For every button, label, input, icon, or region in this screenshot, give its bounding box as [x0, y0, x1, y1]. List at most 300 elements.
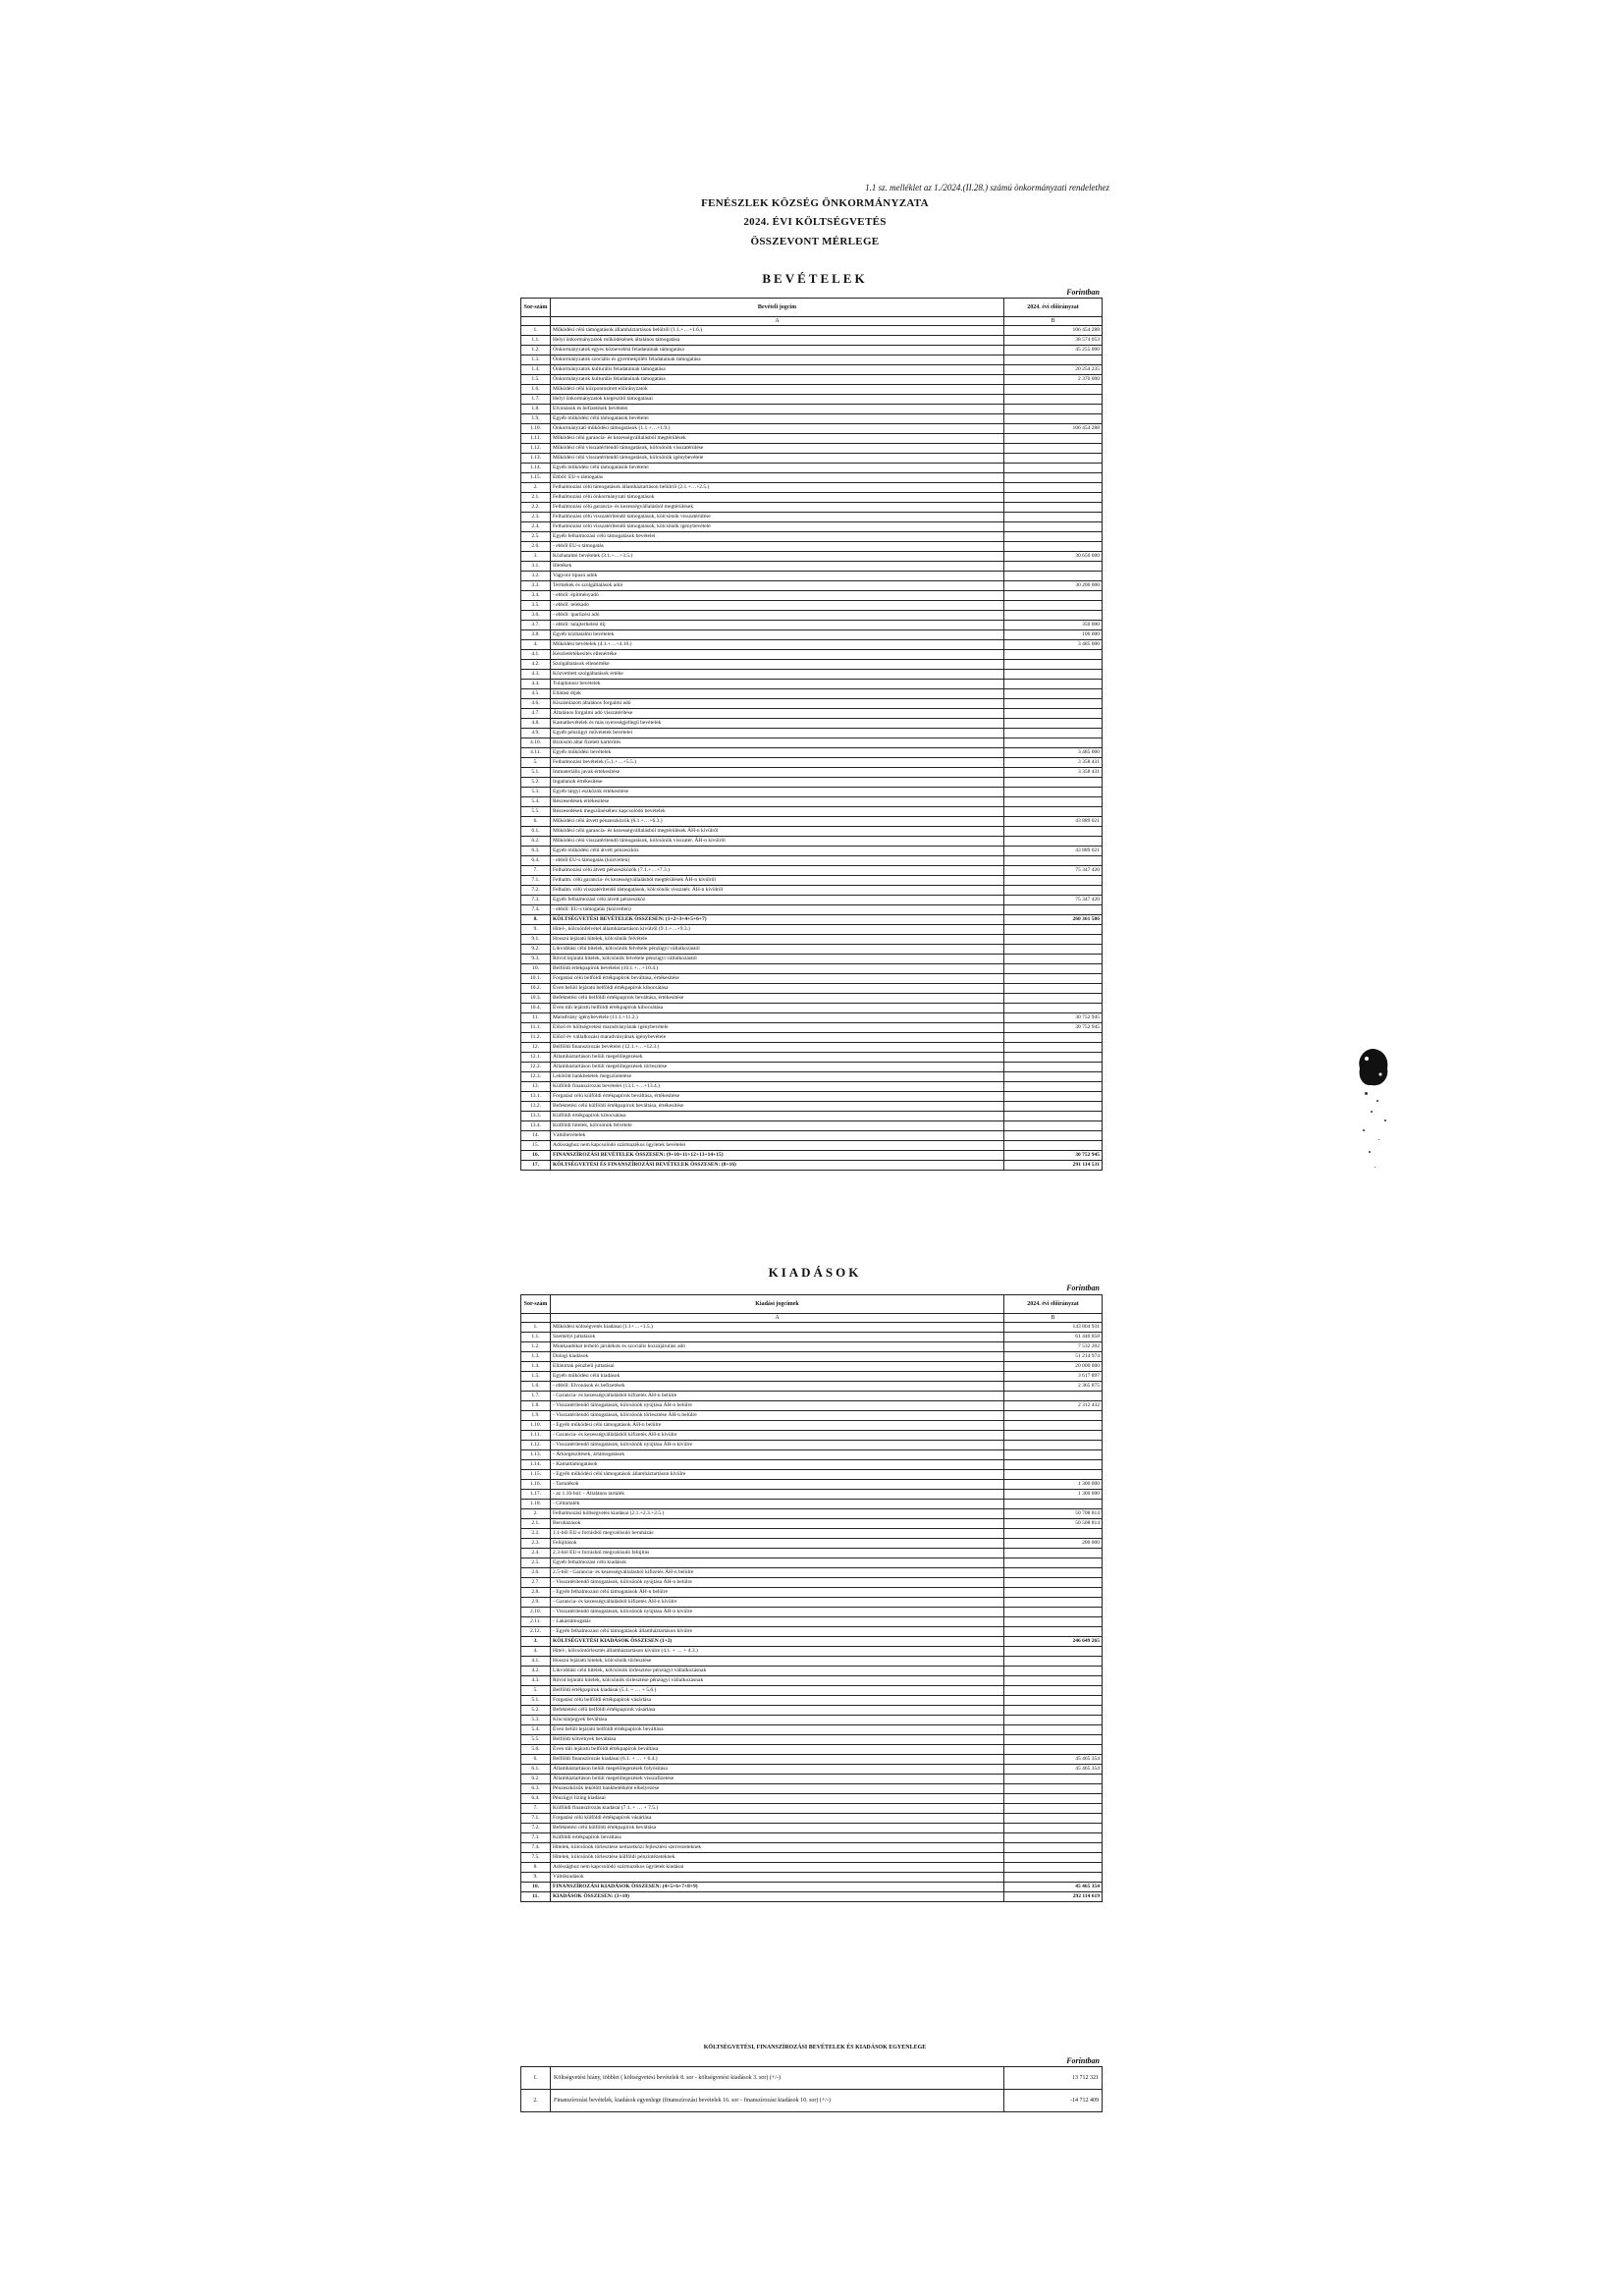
expenditure-row: [521, 1784, 1103, 1794]
expenditure-row: [521, 1686, 1103, 1696]
revenue-row-amount: [1004, 395, 1103, 405]
expenditure-row: [521, 1696, 1103, 1706]
revenue-row-number: 1.15.: [521, 473, 551, 483]
revenue-row: [521, 601, 1103, 611]
revenue-row-amount: [1004, 473, 1103, 483]
revenue-row-label: Befektetési célú belföldi értékpapírok beváltása, értékesítése: [551, 994, 1004, 1004]
expenditure-row: [521, 1549, 1103, 1558]
expenditure-row-amount: [1004, 1598, 1103, 1608]
revenue-row: [521, 424, 1103, 434]
revenue-row-label: Felhalmozási célú átvett pénzeszközök (7.1.+…+7.3.): [551, 866, 1004, 876]
revenue-row-amount: 45 255 000: [1004, 346, 1103, 355]
expenditure-row: [521, 1372, 1103, 1382]
revenue-row-amount: 43 889 021: [1004, 847, 1103, 856]
revenue-row-amount: 30 650 000: [1004, 552, 1103, 562]
expenditure-row-label: - ebből: Elvonások és befizetések: [551, 1382, 1004, 1392]
expenditure-row: [521, 1794, 1103, 1804]
expenditure-row: [521, 1441, 1103, 1450]
expenditures-table: [520, 1294, 1103, 1902]
expenditure-row-amount: [1004, 1470, 1103, 1480]
revenue-row-label: Maradvány igénybevétele (11.1.+11.2.): [551, 1013, 1004, 1023]
expenditure-row-label: Pénzügyi lízing kiadásai: [551, 1794, 1004, 1804]
revenue-row-amount: [1004, 935, 1103, 945]
revenue-row-label: Hitel-, kölcsönfelvétel államháztartáson kívülről (9.1.+…+9.3.): [551, 925, 1004, 935]
revenue-row-label: Felhalm. célú visszatérítendő támogatások, kölcsönök visszatér. ÁH-n kívülről: [551, 886, 1004, 896]
expenditure-row-number: 1.17.: [521, 1490, 551, 1500]
scan-speckle: [1378, 1139, 1379, 1140]
revenue-row-amount: [1004, 955, 1103, 964]
expenditure-row-number: 3.: [521, 1637, 551, 1647]
expenditure-row-amount: [1004, 1863, 1103, 1873]
revenue-row-label: Biztosító által fizetett kártérítés: [551, 738, 1004, 748]
revenue-row-label: Önkormányzatok kulturális feladatainak támogatása: [551, 375, 1004, 385]
expenditure-row-amount: [1004, 1676, 1103, 1686]
expenditure-row: [521, 1814, 1103, 1824]
revenue-row-label: Váltóbevételek: [551, 1131, 1004, 1141]
expenditure-row: [521, 1362, 1103, 1372]
revenue-row-label: Részesedések megszűnéséhez kapcsolódó bevételek: [551, 807, 1004, 817]
revenue-row: [521, 709, 1103, 719]
expenditure-row-amount: [1004, 1588, 1103, 1598]
revenue-row-number: 12.1.: [521, 1053, 551, 1063]
balance-row-label: Finanszírozási bevételek, kiadások egyenlege (finanszírozási bevételek 16. sor - finanszírozási kiadások 10. sor) (+/-): [551, 2090, 1004, 2112]
revenue-row-number: 10.4.: [521, 1004, 551, 1013]
expenditure-row: [521, 1627, 1103, 1637]
expenditure-row-label: - Kamattámogatások: [551, 1460, 1004, 1470]
expenditure-row-number: 1.1.: [521, 1333, 551, 1342]
revenue-row: [521, 1112, 1103, 1121]
revenue-row-amount: 30 200 000: [1004, 581, 1103, 591]
revenue-row-amount: [1004, 1053, 1103, 1063]
expenditure-row: [521, 1558, 1103, 1568]
expenditure-row-number: 7.3.: [521, 1833, 551, 1843]
revenue-row-amount: [1004, 414, 1103, 424]
revenue-row-amount: [1004, 689, 1103, 699]
expenditure-row-label: Kincstárjegyek beváltása: [551, 1716, 1004, 1725]
revenue-row-number: 3.4.: [521, 591, 551, 601]
revenue-row-label: Külföldi hitelek, kölcsönök felvétele: [551, 1121, 1004, 1131]
expenditure-row-label: Dologi kiadások: [551, 1352, 1004, 1362]
revenue-row: [521, 513, 1103, 522]
expenditure-row-number: 2.9.: [521, 1598, 551, 1608]
revenue-row: [521, 778, 1103, 788]
revenues-heading: BEVÉTELEK: [762, 271, 868, 286]
revenue-row-label: Lekötött bankbetétek megszüntetése: [551, 1072, 1004, 1082]
expenditure-row: [521, 1637, 1103, 1647]
expenditure-row-number: 7.1.: [521, 1814, 551, 1824]
revenue-row-amount: 3 358 431: [1004, 758, 1103, 768]
expenditure-row-amount: [1004, 1873, 1103, 1883]
revenue-row: [521, 473, 1103, 483]
revenue-row-amount: [1004, 886, 1103, 896]
revenue-row-label: Külföldi finanszírozás bevételei (13.1.+…+13.4.): [551, 1082, 1004, 1092]
revenue-row: [521, 650, 1103, 660]
revenue-row: [521, 758, 1103, 768]
revenue-row-amount: 291 114 531: [1004, 1161, 1103, 1171]
revenue-row-label: Egyéb működési célú támogatások bevételei: [551, 414, 1004, 424]
revenue-row-amount: [1004, 719, 1103, 729]
revenue-row-label: Befektetési célú külföldi értékpapírok beváltása, értékesítése: [551, 1102, 1004, 1112]
expenditure-row: [521, 1529, 1103, 1539]
revenue-row-number: 10.1.: [521, 974, 551, 984]
revenue-row-label: Ellátási díjak: [551, 689, 1004, 699]
expenditure-row-label: Éven túli lejáratú belföldi értékpapírok beváltása: [551, 1745, 1004, 1755]
revenue-row-amount: [1004, 709, 1103, 719]
revenue-row-label: Felhalmozási célú önkormányzati támogatások: [551, 493, 1004, 503]
revenue-row-amount: [1004, 788, 1103, 797]
expenditure-row: [521, 1853, 1103, 1863]
revenue-row: [521, 395, 1103, 405]
expenditure-row-amount: [1004, 1824, 1103, 1833]
revenue-row: [521, 1063, 1103, 1072]
revenue-row-amount: [1004, 778, 1103, 788]
revenue-row-amount: 3 358 431: [1004, 768, 1103, 778]
revenues-col-no: Sor-szám: [521, 299, 551, 317]
revenue-row-label: Közhatalmi bevételek (3.1.+…+3.5.): [551, 552, 1004, 562]
expenditure-row: [521, 1833, 1103, 1843]
expenditure-row: [521, 1706, 1103, 1716]
expenditure-row-label: Egyéb működési célú kiadások: [551, 1372, 1004, 1382]
revenue-row-number: 2.6.: [521, 542, 551, 552]
revenue-row: [521, 1082, 1103, 1092]
expenditure-row-number: 1.8.: [521, 1401, 551, 1411]
expenditure-row-label: Likviditási célú hitelek, kölcsönök törlesztése pénzügyi vállalkozásnak: [551, 1667, 1004, 1676]
revenue-row-number: 11.2.: [521, 1033, 551, 1043]
expenditure-row-label: Hitel-, kölcsöntörlesztés államháztartáson kívülre (4.1. + … + 4.3.): [551, 1647, 1004, 1657]
expenditure-row-amount: [1004, 1627, 1103, 1637]
revenue-row: [521, 1072, 1103, 1082]
revenue-row: [521, 680, 1103, 689]
revenue-row-label: Vagyoni típusú adók: [551, 572, 1004, 581]
expenditure-row-amount: [1004, 1441, 1103, 1450]
expenditure-row: [521, 1775, 1103, 1784]
revenue-row-label: - ebből: EU-s támogatás (közvetlen): [551, 905, 1004, 915]
expenditure-row-label: Belföldi értékpapírok kiadásai (5.1. + … + 5.6.): [551, 1686, 1004, 1696]
revenue-row: [521, 434, 1103, 444]
expenditure-row-number: 2.: [521, 1509, 551, 1519]
revenue-row-number: 3.6.: [521, 611, 551, 621]
revenue-row-label: Részesedések értékesítése: [551, 797, 1004, 807]
revenue-row-label: Államháztartáson belüli megelőlegezések törlesztése: [551, 1063, 1004, 1072]
expenditure-row-label: - Tartalékok: [551, 1480, 1004, 1490]
revenue-row: [521, 689, 1103, 699]
expenditure-row-label: Forgatási célú belföldi értékpapírok vásárlása: [551, 1696, 1004, 1706]
expenditure-row-amount: 292 114 619: [1004, 1892, 1103, 1902]
revenue-row-label: Likviditási célú hitelek, kölcsönök felvétele pénzügyi vállalkozástól: [551, 945, 1004, 955]
revenue-row-amount: [1004, 483, 1103, 493]
expenditure-row-number: 5.4.: [521, 1725, 551, 1735]
revenue-row-label: Tulajdonosi bevételek: [551, 680, 1004, 689]
expenditure-row-amount: [1004, 1696, 1103, 1706]
expenditure-row: [521, 1578, 1103, 1588]
revenue-row-number: 2.3.: [521, 513, 551, 522]
revenue-row-label: Belföldi finanszírozás bevételei (12.1.+…+12.3.): [551, 1043, 1004, 1053]
expenditure-row-amount: [1004, 1735, 1103, 1745]
expenditure-row-label: Működési költségvetés kiadásai (1.1+…+1.5.): [551, 1323, 1004, 1333]
expenditures-heading: KIADÁSOK: [768, 1265, 862, 1280]
revenue-row-amount: 30 752 945: [1004, 1023, 1103, 1033]
expenditure-row-amount: [1004, 1450, 1103, 1460]
expenditure-row-amount: 246 649 265: [1004, 1637, 1103, 1647]
revenue-row: [521, 640, 1103, 650]
revenue-row-amount: [1004, 444, 1103, 454]
expenditure-row-label: Államháztartáson belüli megelőlegezések folyósítása: [551, 1765, 1004, 1775]
expenditure-row: [521, 1824, 1103, 1833]
revenue-row: [521, 699, 1103, 709]
revenue-row: [521, 336, 1103, 346]
revenue-row: [521, 994, 1103, 1004]
expenditure-row-number: 5.5.: [521, 1735, 551, 1745]
revenues-table: [520, 298, 1103, 1171]
revenue-row-label: Ebből: EU-s támogatás: [551, 473, 1004, 483]
expenditure-row: [521, 1519, 1103, 1529]
revenue-row-amount: [1004, 660, 1103, 670]
revenue-row-amount: [1004, 964, 1103, 974]
revenue-row: [521, 719, 1103, 729]
revenue-row: [521, 1102, 1103, 1112]
revenue-row: [521, 326, 1103, 336]
expenditure-row-number: 5.3.: [521, 1716, 551, 1725]
revenue-row-label: KÖLTSÉGVETÉSI ÉS FINANSZÍROZÁSI BEVÉTELEK ÖSSZESEN: (8+16): [551, 1161, 1004, 1171]
expenditure-row-number: 4.1.: [521, 1657, 551, 1667]
revenue-row-label: Elvonások és befizetések bevételei: [551, 405, 1004, 414]
revenue-row-number: 1.14.: [521, 464, 551, 473]
revenue-row: [521, 581, 1103, 591]
revenue-row-number: 4.5.: [521, 689, 551, 699]
revenue-row: [521, 365, 1103, 375]
revenue-row-amount: [1004, 699, 1103, 709]
scan-speckle: [1369, 1151, 1371, 1153]
revenue-row: [521, 621, 1103, 630]
revenue-row-number: 3.2.: [521, 572, 551, 581]
expenditure-row: [521, 1588, 1103, 1598]
revenue-row-amount: [1004, 729, 1103, 738]
expenditure-row-label: Munkaadókat terhelő járulékok és szociális hozzájárulási adó: [551, 1342, 1004, 1352]
revenue-row-amount: [1004, 572, 1103, 581]
revenue-row-number: 1.4.: [521, 365, 551, 375]
expenditure-row: [521, 1716, 1103, 1725]
revenue-row: [521, 817, 1103, 827]
revenues-rows: [521, 326, 1103, 1171]
expenditure-row: [521, 1323, 1103, 1333]
expenditure-row: [521, 1568, 1103, 1578]
revenue-row-amount: [1004, 650, 1103, 660]
expenditure-row: [521, 1509, 1103, 1519]
revenue-row: [521, 748, 1103, 758]
revenue-row-amount: [1004, 434, 1103, 444]
expenditure-row-amount: [1004, 1745, 1103, 1755]
expenditure-row: [521, 1804, 1103, 1814]
revenue-row: [521, 955, 1103, 964]
revenue-row: [521, 886, 1103, 896]
revenue-row-number: 10.: [521, 964, 551, 974]
revenue-row-number: 16.: [521, 1151, 551, 1161]
expenditure-row-amount: 1 300 000: [1004, 1480, 1103, 1490]
revenue-row: [521, 630, 1103, 640]
expenditure-row-amount: [1004, 1411, 1103, 1421]
expenditure-row: [521, 1657, 1103, 1667]
revenue-row-label: Egyéb pénzügyi műveletek bevételei: [551, 729, 1004, 738]
revenue-row-number: 15.: [521, 1141, 551, 1151]
revenue-row-number: 6.1.: [521, 827, 551, 837]
expenditure-row-label: - Egyéb felhalmozási célú támogatások államháztartáson kívülre: [551, 1627, 1004, 1637]
expenditure-row: [521, 1411, 1103, 1421]
revenue-row-number: 5.2.: [521, 778, 551, 788]
revenue-row-label: Államháztartáson belüli megelőlegezések: [551, 1053, 1004, 1063]
revenue-row-number: 4.6.: [521, 699, 551, 709]
revenue-row-number: 2.2.: [521, 503, 551, 513]
expenditure-row-number: 1.15.: [521, 1470, 551, 1480]
expenditure-row: [521, 1725, 1103, 1735]
revenue-row-label: Közvetített szolgáltatások értéke: [551, 670, 1004, 680]
expenditure-row: [521, 1539, 1103, 1549]
revenue-row: [521, 375, 1103, 385]
revenue-row-label: - ebből: telekadó: [551, 601, 1004, 611]
expenditure-row-number: 1.11.: [521, 1431, 551, 1441]
revenue-row-amount: [1004, 601, 1103, 611]
expenditure-row-label: 1.1-ből EU-s forrásból megvalósuló beruházás: [551, 1529, 1004, 1539]
revenue-row-amount: [1004, 994, 1103, 1004]
expenditure-row-amount: 200 000: [1004, 1539, 1103, 1549]
revenue-row-number: 11.: [521, 1013, 551, 1023]
revenue-row: [521, 1033, 1103, 1043]
revenue-row-number: 1.: [521, 326, 551, 336]
balance-row-amount: -14 712 409: [1004, 2090, 1103, 2112]
revenue-row-amount: [1004, 503, 1103, 513]
revenue-row-number: 4.3.: [521, 670, 551, 680]
expenditure-row: [521, 1392, 1103, 1401]
revenue-row-label: Előző év vállalkozási maradványának igénybevétele: [551, 1033, 1004, 1043]
revenue-row: [521, 837, 1103, 847]
revenue-row-label: Felhalm. célú garancia- és kezességvállalásból megtérülések ÁH-n kívülről: [551, 876, 1004, 886]
expenditure-row-amount: [1004, 1814, 1103, 1824]
revenue-row: [521, 562, 1103, 572]
expenditure-row-label: Forgatási célú külföldi értékpapírok vásárlása: [551, 1814, 1004, 1824]
expenditure-row-amount: [1004, 1804, 1103, 1814]
revenue-row: [521, 984, 1103, 994]
revenue-row-label: Szolgáltatások ellenértéke: [551, 660, 1004, 670]
revenue-row-number: 3.3.: [521, 581, 551, 591]
revenue-row-number: 1.6.: [521, 385, 551, 395]
revenue-row-label: Illetékek: [551, 562, 1004, 572]
expenditure-row: [521, 1480, 1103, 1490]
revenue-row-number: 1.10.: [521, 424, 551, 434]
revenue-row-amount: [1004, 974, 1103, 984]
revenue-row-amount: 38 574 053: [1004, 336, 1103, 346]
expenditure-row-amount: [1004, 1775, 1103, 1784]
scan-speckle: [1363, 1129, 1365, 1131]
expenditure-row: [521, 1352, 1103, 1362]
expenditure-row-number: 7.: [521, 1804, 551, 1814]
expenditure-row-label: Befektetési célú külföldi értékpapírok beváltása: [551, 1824, 1004, 1833]
expenditure-row-label: Rövid lejáratú hitelek, kölcsönök törlesztése pénzügyi vállalkozásnak: [551, 1676, 1004, 1686]
expenditure-row-number: 8.: [521, 1863, 551, 1873]
revenue-row-label: Forgatási célú külföldi értékpapírok beváltása, értékesítése: [551, 1092, 1004, 1102]
revenue-row-label: Készletértékesítés ellenértéke: [551, 650, 1004, 660]
revenue-row-number: 4.1.: [521, 650, 551, 660]
expenditure-row-amount: [1004, 1686, 1103, 1696]
revenues-col-value: 2024. évi előirányzat: [1004, 299, 1103, 317]
revenue-row-label: FINANSZÍROZÁSI BEVÉTELEK ÖSSZESEN: (9+10+11+12+13+14+15): [551, 1151, 1004, 1161]
revenue-row-number: 4.: [521, 640, 551, 650]
expenditure-row: [521, 1755, 1103, 1765]
revenue-row-label: Működési célú központosított előirányzatok: [551, 385, 1004, 395]
expenditure-row-number: 1.2.: [521, 1342, 551, 1352]
ink-smudge: [1357, 1047, 1390, 1088]
expenditure-row-amount: [1004, 1421, 1103, 1431]
revenue-row-number: 2.4.: [521, 522, 551, 532]
expenditure-row: [521, 1883, 1103, 1892]
revenue-row: [521, 876, 1103, 886]
revenue-row-number: 1.3.: [521, 355, 551, 365]
expenditure-row-number: 1.: [521, 1323, 551, 1333]
revenue-row-amount: [1004, 680, 1103, 689]
revenue-row-label: Adóssághoz nem kapcsolódó származékos ügyletek bevételei: [551, 1141, 1004, 1151]
expenditure-row-number: 1.14.: [521, 1460, 551, 1470]
revenue-row: [521, 493, 1103, 503]
expenditure-row-label: Hosszú lejáratú hitelek, kölcsönök törlesztése: [551, 1657, 1004, 1667]
revenues-letter-b: B: [1004, 317, 1103, 326]
revenue-row: [521, 729, 1103, 738]
revenue-row: [521, 1013, 1103, 1023]
scan-speckle: [1376, 1100, 1378, 1102]
revenue-row-amount: 350 000: [1004, 621, 1103, 630]
revenue-row-amount: [1004, 876, 1103, 886]
revenue-row: [521, 738, 1103, 748]
revenue-row-label: Önkormányzati működési támogatások (1.1.+…+1.9.): [551, 424, 1004, 434]
revenue-row-amount: [1004, 355, 1103, 365]
revenue-row-number: 13.: [521, 1082, 551, 1092]
revenue-row-number: 3.: [521, 552, 551, 562]
expenditure-row-number: 2.7.: [521, 1578, 551, 1588]
expenditure-row-label: Váltókiadások: [551, 1873, 1004, 1883]
revenue-row-amount: 106 454 288: [1004, 326, 1103, 336]
revenue-row-number: 4.9.: [521, 729, 551, 738]
expenditure-row-amount: 3 617 897: [1004, 1372, 1103, 1382]
expenditure-row-number: 7.5.: [521, 1853, 551, 1863]
municipality-title: FENÉSZLEK KÖZSÉG ÖNKORMÁNYZATA: [701, 197, 929, 209]
revenues-col-name: Bevételi jogcím: [551, 299, 1004, 317]
revenue-row: [521, 414, 1103, 424]
revenue-row-number: 7.1.: [521, 876, 551, 886]
revenue-row-number: 3.8.: [521, 630, 551, 640]
revenue-row-label: Kamatbevételek és más nyereségjellegű bevételek: [551, 719, 1004, 729]
expenditure-row-number: 6.3.: [521, 1784, 551, 1794]
revenue-row: [521, 847, 1103, 856]
expenditure-row-amount: [1004, 1667, 1103, 1676]
revenue-row: [521, 1151, 1103, 1161]
revenue-row-amount: [1004, 738, 1103, 748]
expenditures-rows: [521, 1323, 1103, 1902]
expenditure-row-number: 2.3.: [521, 1539, 551, 1549]
revenue-row-number: 7.: [521, 866, 551, 876]
expenditure-row-amount: [1004, 1716, 1103, 1725]
balance-row: [521, 2067, 1103, 2090]
revenue-row-amount: 75 347 420: [1004, 896, 1103, 905]
expenditure-row: [521, 1460, 1103, 1470]
revenue-row-amount: [1004, 493, 1103, 503]
revenue-row-amount: 2 370 000: [1004, 375, 1103, 385]
revenue-row-amount: 3 485 000: [1004, 640, 1103, 650]
revenue-row-label: Egyéb közhatalmi bevételek: [551, 630, 1004, 640]
revenue-row: [521, 355, 1103, 365]
revenue-row: [521, 1141, 1103, 1151]
revenue-row-label: Termékek és szolgáltatások adói: [551, 581, 1004, 591]
revenue-row-label: Önkormányzatok szociális és gyermekjóléti feladatainak támogatása: [551, 355, 1004, 365]
revenue-row-label: Felhalmozási bevételek (5.1.+…+5.5.): [551, 758, 1004, 768]
expenditure-row-number: 7.4.: [521, 1843, 551, 1853]
revenue-row-amount: [1004, 513, 1103, 522]
